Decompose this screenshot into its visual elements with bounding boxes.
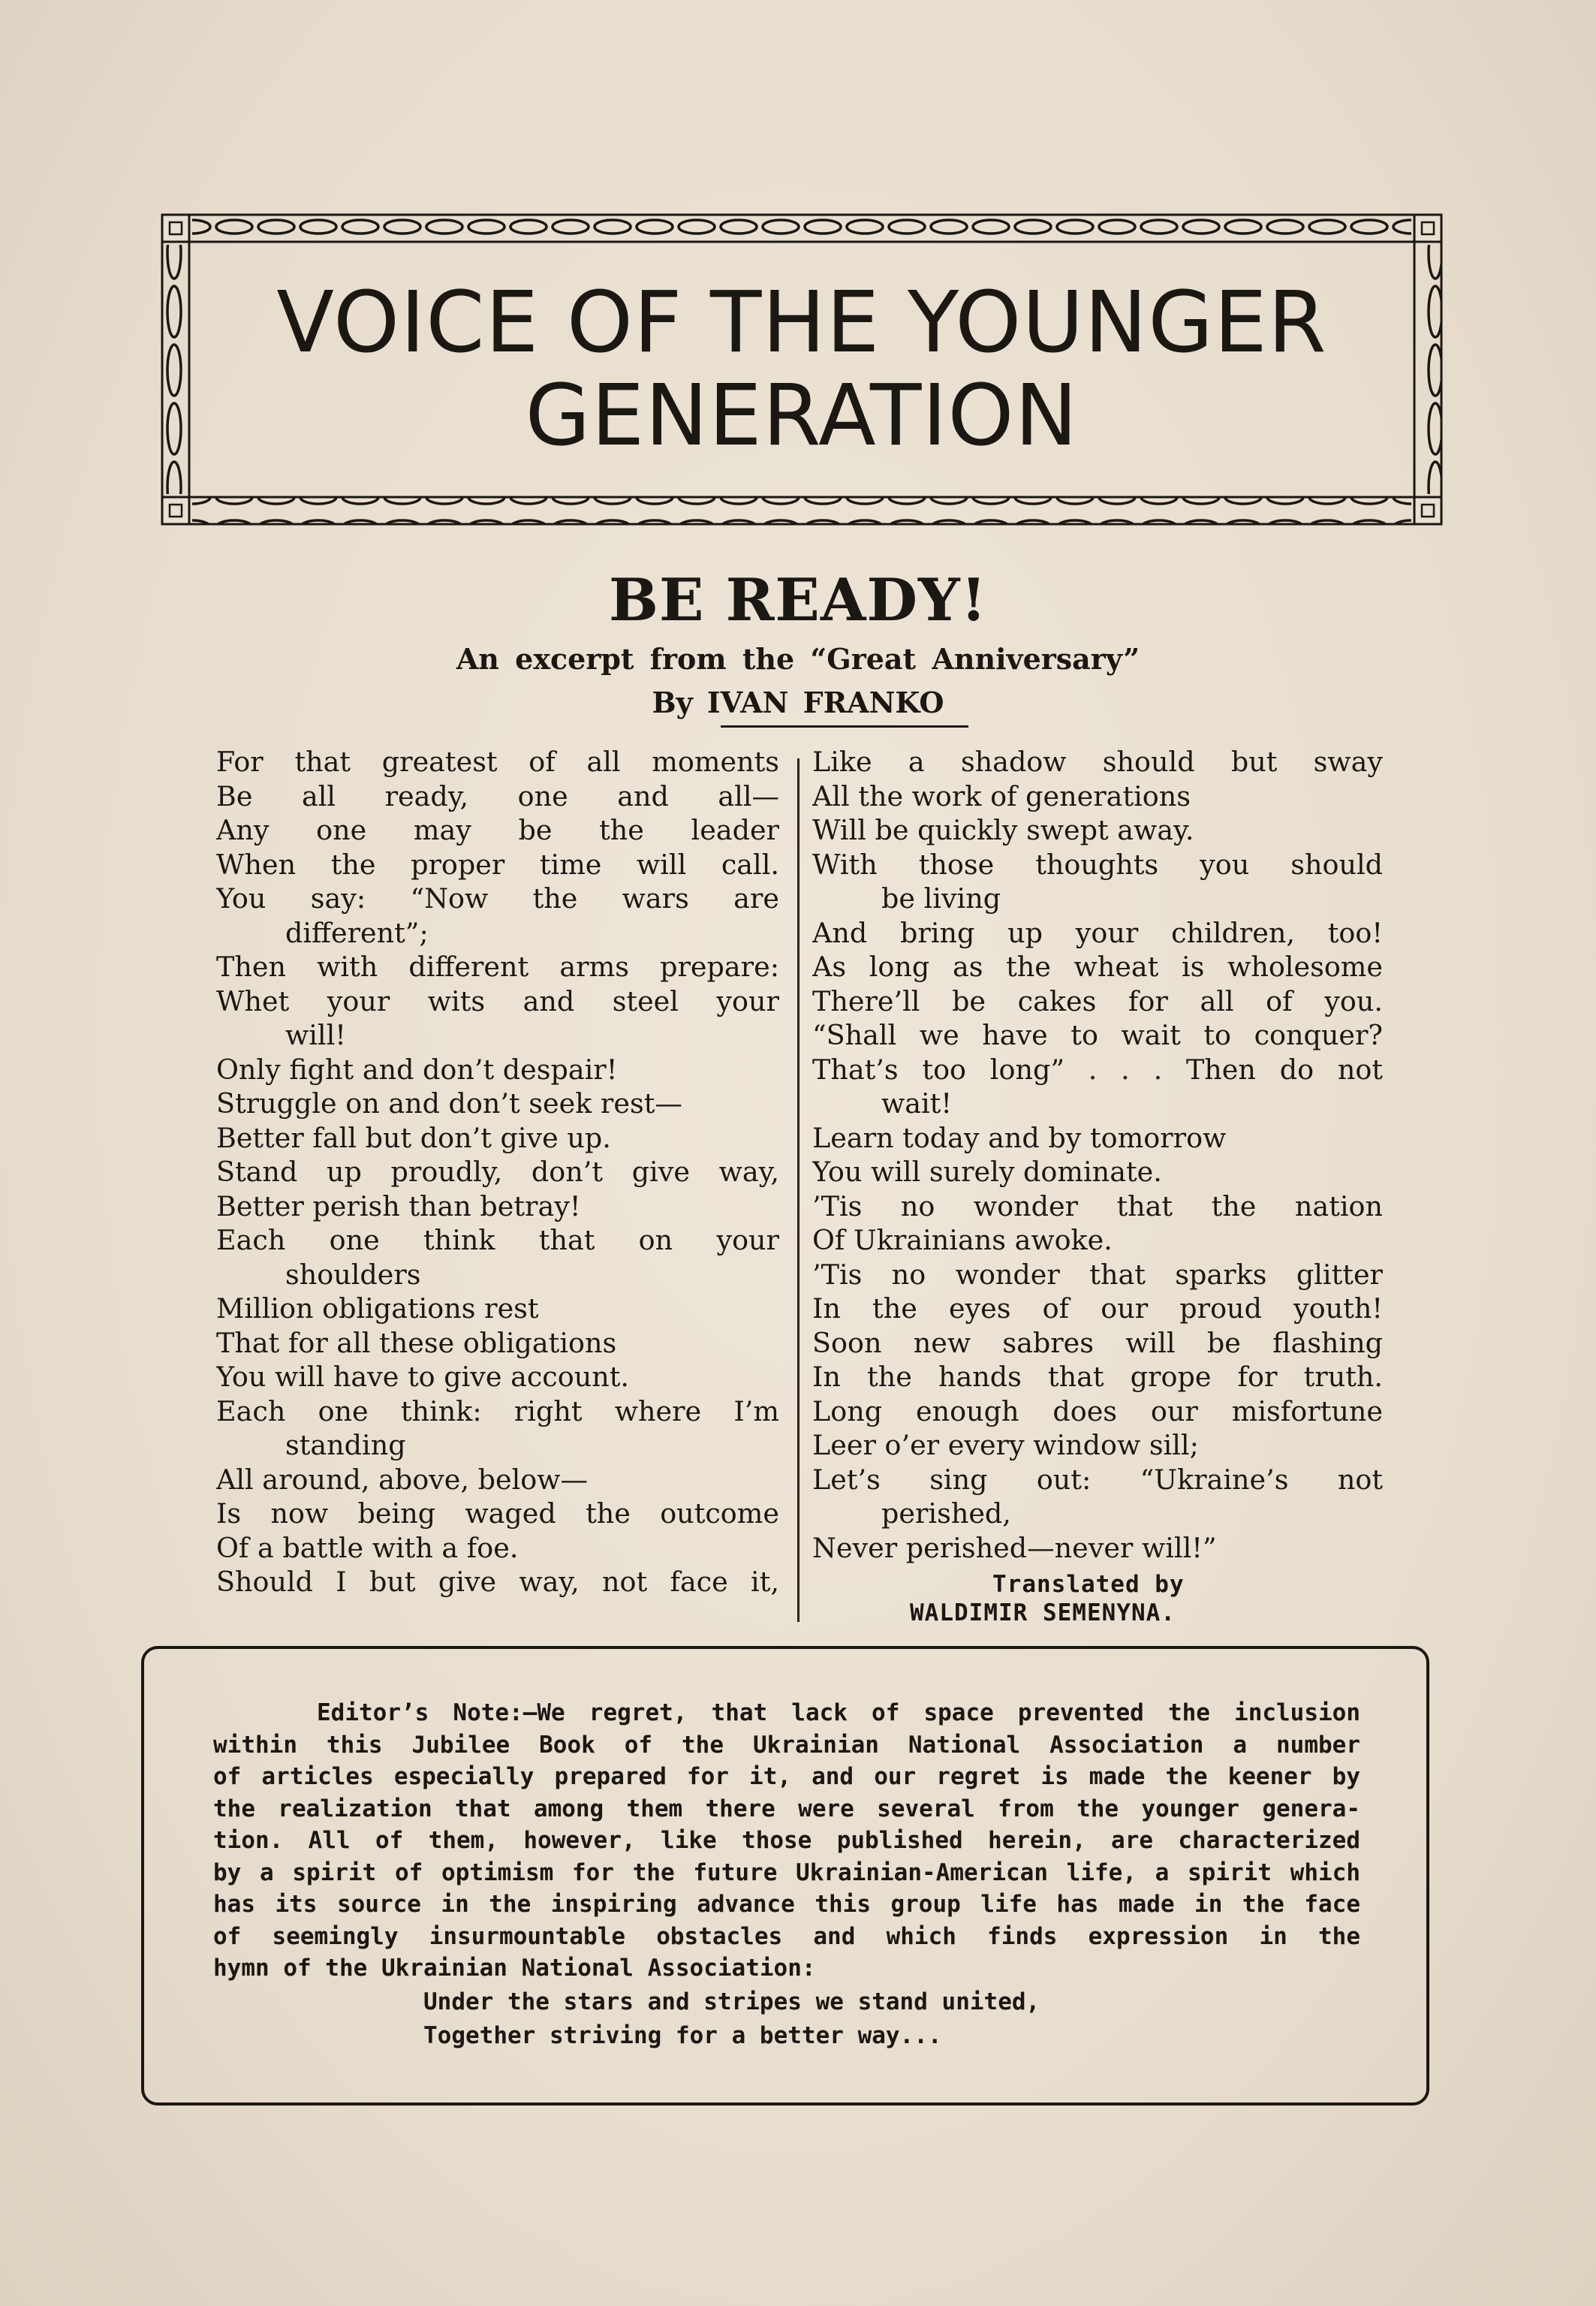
poem-line: Any one may be the leader <box>216 814 779 846</box>
poem-line: Leer o’er every window sill; <box>812 1429 1199 1461</box>
poem-line: Learn today and by tomorrow <box>812 1121 1227 1154</box>
poem-line: Let’s sing out: “Ukraine’s not <box>812 1463 1383 1496</box>
poem-line: As long as the wheat is wholesome <box>812 951 1383 983</box>
poem-line: Then with different arms prepare: <box>216 951 779 983</box>
poem-line: shoulders <box>285 1258 421 1291</box>
poem-line: For that greatest of all moments <box>216 746 779 778</box>
poem-line: Of a battle with a foe. <box>216 1531 519 1564</box>
poem-line: perished, <box>881 1497 1011 1530</box>
poem-line: You say: “Now the wars are <box>216 882 779 915</box>
editors-note-line: has its source in the inspiring advance this group life has made in the face <box>213 1891 1360 1918</box>
poem-line: Like a shadow should but sway <box>812 746 1383 778</box>
poem-line: Whet your wits and steel your <box>216 984 779 1017</box>
editors-note-line: hymn of the Ukrainian National Association: <box>213 1955 816 1982</box>
poem-line: ’Tis no wonder that sparks glitter <box>812 1258 1383 1291</box>
poem-line: Soon new sabres will be flashing <box>812 1326 1383 1359</box>
poem-line: In the hands that grope for truth. <box>812 1361 1383 1393</box>
translated-by-label: Translated by <box>992 1571 1185 1598</box>
poem-line: All the work of generations <box>812 779 1191 812</box>
poem-line: standing <box>285 1429 406 1461</box>
poem-line: That’s too long” . . . Then do not <box>812 1053 1383 1086</box>
editors-note-line: by a spirit of optimism for the future Ukrainian-American life, a spirit which <box>213 1858 1360 1886</box>
poem-line: Better fall but don’t give up. <box>216 1121 611 1154</box>
poem-line: There’ll be cakes for all of you. <box>812 984 1383 1017</box>
author-underline <box>721 725 968 728</box>
poem-line: Of Ukrainians awoke. <box>812 1224 1113 1256</box>
translator-name: WALDIMIR SEMENYNA. <box>910 1599 1176 1626</box>
poem-line: You will surely dominate. <box>812 1156 1162 1188</box>
poem-title: BE READY! <box>609 566 987 635</box>
poem-right-column <box>812 745 1383 1565</box>
editors-note-line: within this Jubilee Book of the Ukrainian National Association a number <box>213 1731 1360 1759</box>
poem-left-column <box>216 745 779 1599</box>
poem-line: “Shall we have to wait to conquer? <box>812 1019 1383 1051</box>
poem-line: All around, above, below— <box>216 1463 588 1496</box>
section-title-line-2: GENERATION <box>525 367 1079 465</box>
hymn-line: Under the stars and stripes we stand united, <box>423 1988 1040 2015</box>
editors-note-line: of articles especially prepared for it, and our regret is made the keener by <box>213 1763 1360 1790</box>
hymn-line: Together striving for a better way... <box>423 2022 942 2049</box>
poem-line: Stand up proudly, don’t give way, <box>216 1156 779 1188</box>
poem-line: When the proper time will call. <box>216 848 779 881</box>
poem-line: Million obligations rest <box>216 1292 539 1325</box>
poem-line: Each one think that on your <box>216 1224 779 1256</box>
section-title <box>159 212 1444 527</box>
poem-line: Only fight and don’t despair! <box>216 1053 618 1086</box>
editors-note-line: of seemingly insurmountable obstacles and which finds expression in the <box>213 1922 1360 1950</box>
editors-note-line: the realization that among them there were several from the younger genera- <box>213 1795 1360 1822</box>
column-divider <box>797 758 800 1622</box>
poem-line: You will have to give account. <box>216 1361 629 1393</box>
poem-line: be living <box>881 882 1001 915</box>
poem-line: will! <box>285 1019 346 1051</box>
hymn-quote <box>423 1985 1040 2053</box>
title-frame <box>159 212 1444 527</box>
editors-note-line: Editor’s Note:—We regret, that lack of space prevented the inclusion <box>317 1699 1360 1726</box>
poem-line: And bring up your children, too! <box>812 916 1383 949</box>
poem-line: Be all ready, one and all— <box>216 779 779 812</box>
poem-line: Struggle on and don’t seek rest— <box>216 1087 682 1120</box>
poem-author: By IVAN FRANKO <box>652 686 944 719</box>
poem-line: Will be quickly swept away. <box>812 814 1194 846</box>
section-title-line-1: VOICE OF THE YOUNGER <box>276 274 1327 372</box>
poem-line: In the eyes of our proud youth! <box>812 1292 1383 1325</box>
poem-line: That for all these obligations <box>216 1326 617 1359</box>
poem-line: Is now being waged the outcome <box>216 1497 779 1530</box>
poem-line: ’Tis no wonder that the nation <box>812 1189 1383 1222</box>
editors-note-line: tion. All of them, however, like those published herein, are characterized <box>213 1827 1360 1854</box>
poem-line: With those thoughts you should <box>812 848 1383 881</box>
poem-line: Never perished—never will!” <box>812 1531 1217 1564</box>
poem-line: different”; <box>285 916 429 949</box>
editors-note-text <box>213 1697 1360 1985</box>
poem-line: wait! <box>881 1087 953 1120</box>
poem-line: Should I but give way, not face it, <box>216 1566 779 1598</box>
poem-line: Better perish than betray! <box>216 1189 581 1222</box>
poem-line: Long enough does our misfortune <box>812 1394 1383 1427</box>
poem-subtitle: An excerpt from the “Great Anniversary” <box>456 642 1140 676</box>
poem-line: Each one think: right where I’m <box>216 1394 779 1427</box>
